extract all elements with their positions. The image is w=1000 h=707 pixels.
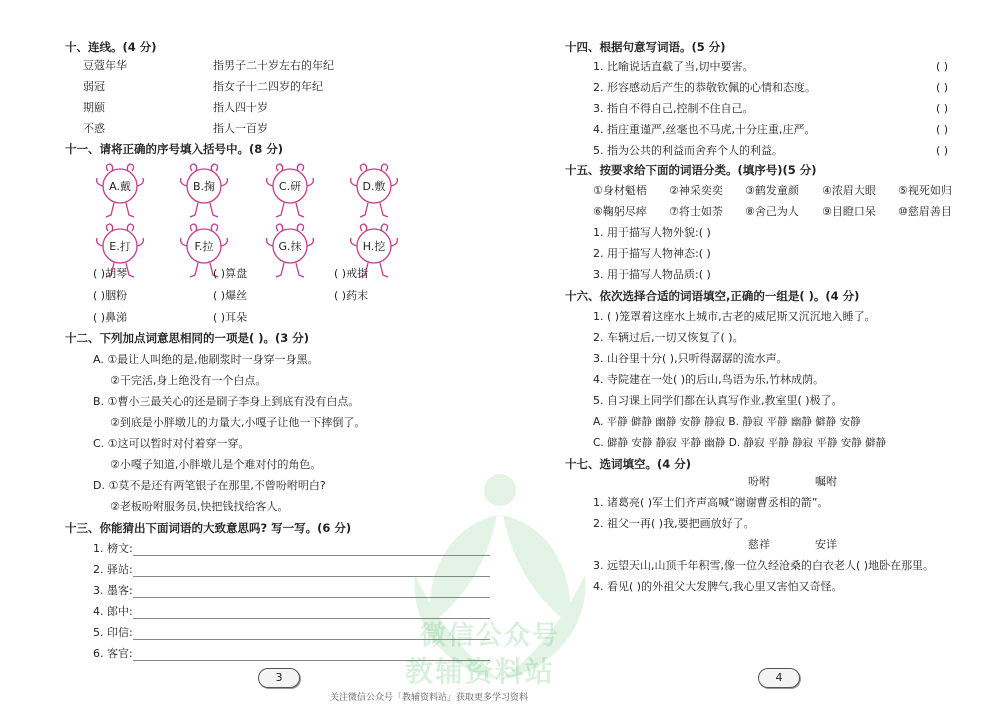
question-item: 2. 驿站: xyxy=(93,563,133,576)
option-text: B. ①曹小三最关心的还是刷子李身上到底有没有白点。 xyxy=(93,395,360,408)
word-option: ③鹤发童颜 xyxy=(745,184,799,197)
category-item[interactable]: 2. 用于描写人物神态:( ) xyxy=(593,247,711,260)
flower-option xyxy=(262,162,318,220)
answer-paren[interactable]: ( ) xyxy=(936,123,949,136)
match-term: 不惑 xyxy=(83,122,105,135)
watermark-text: 教辅资料站 xyxy=(405,655,556,688)
definition-item: 4. 指庄重谨严,丝毫也不马虎,十分庄重,庄严。 xyxy=(593,123,816,136)
question-item: 1. 榜文: xyxy=(93,542,133,555)
word-choice: 嘱咐 xyxy=(815,475,837,488)
section-10-title: 十、连线。(4 分) xyxy=(65,40,157,54)
flower-label: C.研 xyxy=(278,180,302,193)
choice-options: C. 僻静 安静 静寂 平静 幽静 D. 静寂 平静 静寂 平静 安静 僻静 xyxy=(593,437,887,449)
word-option: ②神采奕奕 xyxy=(669,184,723,197)
fill-blank[interactable]: ( )耳朵 xyxy=(213,311,248,324)
sentence-item[interactable]: 3. 山谷里十分( ),只听得潺潺的流水声。 xyxy=(593,352,788,365)
category-item[interactable]: 3. 用于描写人物品质:( ) xyxy=(593,268,711,281)
word-option: ⑧舍己为人 xyxy=(745,205,799,218)
option-text: A. ①最让人叫绝的是,他刷浆时一身穿一身黑。 xyxy=(93,353,319,366)
option-text: ②干完活,身上绝没有一个白点。 xyxy=(110,374,267,387)
fill-blank[interactable]: ( )戒指 xyxy=(334,267,369,280)
option-text: ②小嘎子知道,小胖墩儿是个难对付的角色。 xyxy=(110,458,322,471)
option-text: C. ①这可以暂时对付着穿一穿。 xyxy=(93,437,250,450)
word-option: ①身材魁梧 xyxy=(593,184,647,197)
choice-options: A. 平静 僻静 幽静 安静 静寂 B. 静寂 平静 幽静 僻静 安静 xyxy=(593,416,861,428)
sentence-item[interactable]: 2. 祖父一再( )我,要把画放好了。 xyxy=(593,517,755,530)
word-option: ⑥鞠躬尽瘁 xyxy=(593,205,647,218)
footer-note: 关注微信公众号「教辅资料站」获取更多学习资料 xyxy=(330,693,529,703)
fill-blank[interactable]: ( )胡琴 xyxy=(93,267,128,280)
question-item: 6. 客官: xyxy=(93,647,133,660)
option-text: ②老板吩咐服务员,快把钱找给客人。 xyxy=(110,500,289,513)
word-option: ④浓眉大眼 xyxy=(822,184,876,197)
answer-paren[interactable]: ( ) xyxy=(936,81,949,94)
flower-option xyxy=(262,222,318,280)
question-item: 5. 印信: xyxy=(93,626,133,639)
flower-label: E.打 xyxy=(109,240,131,253)
section-11-title: 十一、请将正确的序号填入括号中。(8 分) xyxy=(65,142,284,156)
answer-paren[interactable]: ( ) xyxy=(936,102,949,115)
definition-item: 5. 指为公共的利益而舍弃个人的利益。 xyxy=(593,144,783,157)
sentence-item[interactable]: 1. 诸葛亮( )军士们齐声高喊“谢谢曹丞相的箭”。 xyxy=(593,496,829,509)
definition-item: 2. 形容感动后产生的恭敬钦佩的心情和态度。 xyxy=(593,81,816,94)
option-text: ②到底是小胖墩儿的力量大,小嘎子让他一下摔倒了。 xyxy=(110,416,366,429)
sentence-item[interactable]: 3. 远望天山,山顶千年积雪,像一位久经沧桑的白衣老人( )地卧在那里。 xyxy=(593,559,935,572)
flower-label: D.敷 xyxy=(362,180,386,193)
flower-option xyxy=(176,162,232,220)
flower-label: G.抹 xyxy=(278,240,302,253)
word-choice: 吩咐 xyxy=(748,475,770,488)
question-item: 3. 墨客: xyxy=(93,584,133,597)
option-text: D. ①莫不是还有两笔银子在那里,不曾吩咐明白? xyxy=(93,479,326,492)
category-item[interactable]: 1. 用于描写人物外貌:( ) xyxy=(593,226,711,239)
fill-blank[interactable]: ( )胭粉 xyxy=(93,289,128,302)
sentence-item[interactable]: 2. 车辆过后,一切又恢复了( )。 xyxy=(593,331,744,344)
section-14-title: 十四、根据句意写词语。(5 分) xyxy=(565,40,726,54)
question-item: 4. 郎中: xyxy=(93,605,133,618)
word-option: ⑦将士如荼 xyxy=(669,205,723,218)
sentence-item[interactable]: 4. 看见( )的外祖父大发脾气,我心里又害怕又奇怪。 xyxy=(593,580,843,593)
fill-blank[interactable]: ( )鼻涕 xyxy=(93,311,128,324)
page-number: 4 xyxy=(758,668,800,688)
flower-label: F.拉 xyxy=(194,240,214,253)
word-option: ⑤视死如归 xyxy=(898,184,952,197)
sentence-item[interactable]: 4. 寺院建在一处( )的后山,鸟语为乐,竹林成荫。 xyxy=(593,373,825,386)
definition-item: 1. 比喻说话直截了当,切中要害。 xyxy=(593,60,754,73)
flower-option xyxy=(92,162,148,220)
section-15-title: 十五、按要求给下面的词语分类。(填序号)(5 分) xyxy=(565,163,817,177)
sentence-item[interactable]: 1. ( )笼罩着这座水上城市,古老的威尼斯又沉沉地入睡了。 xyxy=(593,310,876,323)
section-12-title: 十二、下列加点词意思相同的一项是( )。(3 分) xyxy=(65,331,310,345)
word-choice: 慈祥 xyxy=(748,538,770,551)
flower-label: A.戴 xyxy=(109,180,131,193)
match-term: 豆蔻年华 xyxy=(83,59,127,72)
fill-blank[interactable]: ( )爆丝 xyxy=(213,289,248,302)
match-term: 期颐 xyxy=(83,101,105,114)
match-definition: 指男子二十岁左右的年纪 xyxy=(213,59,334,72)
word-option: ⑨目瞪口呆 xyxy=(822,205,876,218)
answer-paren[interactable]: ( ) xyxy=(936,60,949,73)
section-13-title: 十三、你能猜出下面词语的大致意思吗? 写一写。(6 分) xyxy=(65,521,352,535)
section-16-title: 十六、依次选择合适的词语填空,正确的一组是( )。(4 分) xyxy=(565,289,860,303)
word-option: ⑩慈眉善目 xyxy=(898,205,952,218)
match-definition: 指女子十二四岁的年纪 xyxy=(213,80,323,93)
flower-label: B.掬 xyxy=(192,180,216,193)
match-term: 弱冠 xyxy=(83,80,105,93)
word-choice: 安详 xyxy=(815,538,837,551)
answer-paren[interactable]: ( ) xyxy=(936,144,949,157)
match-definition: 指人四十岁 xyxy=(213,101,268,114)
page-number: 3 xyxy=(258,668,300,688)
sentence-item[interactable]: 5. 自习课上同学们都在认真写作业,教室里( )极了。 xyxy=(593,394,843,407)
watermark-text: 微信公众号 xyxy=(420,621,561,651)
flower-option xyxy=(346,162,402,220)
section-17-title: 十七、选词填空。(4 分) xyxy=(565,457,692,471)
fill-blank[interactable]: ( )药末 xyxy=(334,289,369,302)
definition-item: 3. 指自不得自己,控制不住自己。 xyxy=(593,102,754,115)
fill-blank[interactable]: ( )算盘 xyxy=(213,267,248,280)
match-definition: 指人一百岁 xyxy=(213,122,268,135)
flower-label: H.挖 xyxy=(362,240,386,253)
